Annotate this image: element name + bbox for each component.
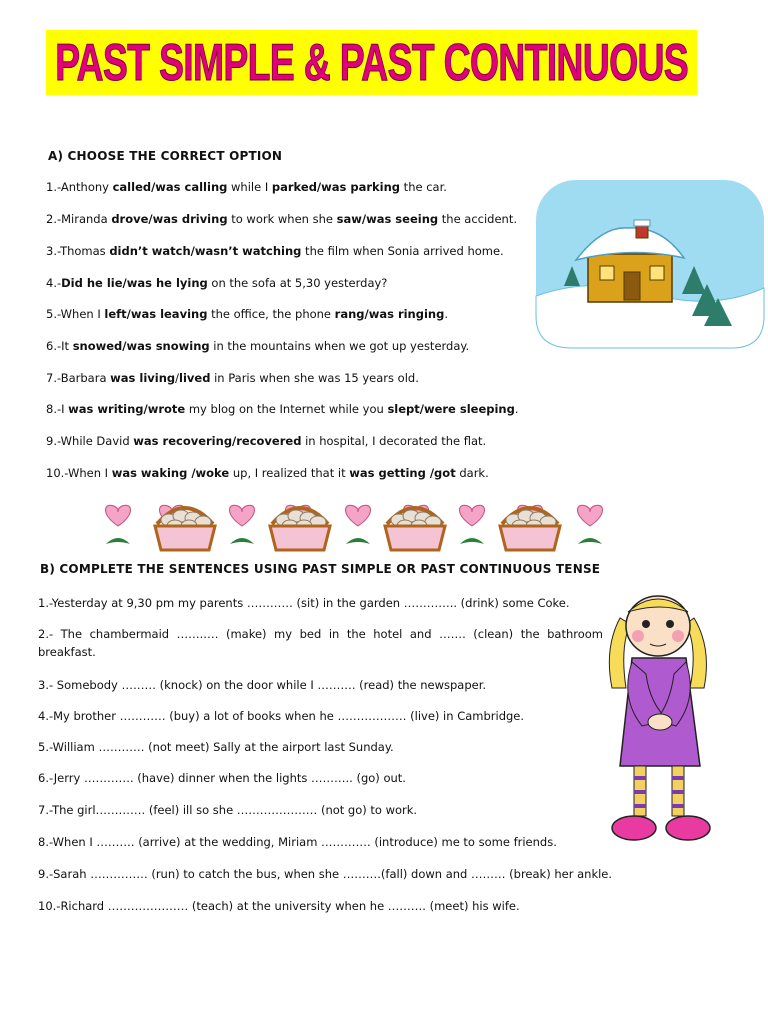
page-title: PAST SIMPLE & PAST CONTINUOUS	[55, 33, 688, 92]
exercise-b-item: 7.-The girl…………. (feel) ill so she ………………… (not go) to work.	[38, 803, 418, 817]
exercise-a-item	[46, 339, 469, 353]
sentence-text: 3.-Thomas	[46, 244, 110, 258]
verb-option: was recovering/recovered	[133, 434, 302, 448]
exercise-b-item: breakfast.	[38, 645, 96, 659]
exercise-a-item	[46, 276, 387, 290]
window	[600, 266, 614, 280]
exercise-a-item	[46, 466, 489, 480]
basket-icon	[500, 508, 560, 550]
sentence-text: dark.	[455, 466, 489, 480]
verb-option: was living	[110, 371, 176, 385]
verb-option: called/was calling	[112, 180, 228, 194]
sentence-text: in hospital, I decorated the flat.	[301, 434, 487, 448]
verb-option: drove/was driving	[111, 212, 228, 226]
verb-option: snowed/was snowing	[72, 339, 210, 353]
exercise-a-item	[46, 402, 519, 416]
sentence-text: on the sofa at 5,30 yesterday?	[207, 276, 388, 290]
door	[624, 272, 640, 300]
sentence-text: in the mountains when we got up yesterday.	[209, 339, 470, 353]
sentence-text: 5.-When I	[46, 307, 105, 321]
sentence-text: while I	[227, 180, 272, 194]
verb-option: parked/was parking	[271, 180, 401, 194]
verb-option: slept/were sleeping	[387, 402, 515, 416]
exercise-a-item	[46, 371, 419, 385]
verb-option: was getting /got	[349, 466, 456, 480]
eye	[642, 620, 650, 628]
section-b-heading: B) COMPLETE THE SENTENCES USING PAST SIMPLE OR PAST CONTINUOUS TENSE	[40, 562, 601, 576]
shoe-right	[666, 816, 710, 840]
hands	[648, 714, 672, 730]
basket-icon	[385, 508, 445, 550]
chimney-snow	[634, 220, 650, 226]
sentence-text: 9.-While David	[46, 434, 134, 448]
verb-option: saw/was seeing	[336, 212, 439, 226]
exercise-b-item: 1.-Yesterday at 9,30 pm my parents ………… (sit) in the garden ………….. (drink) some Coke.	[38, 596, 570, 610]
exercise-a-item	[46, 434, 486, 448]
exercise-a-item	[46, 307, 448, 321]
snowy-house-illustration	[532, 176, 768, 352]
sentence-text: .	[444, 307, 448, 321]
verb-option: lived	[179, 371, 211, 385]
exercise-b-item: 2.- The chambermaid ……..… (make) my bed in the hotel and ……. (clean) the bathroom	[38, 627, 603, 641]
exercise-b-item: 4.-My brother ………… (buy) a lot of books when he ……………… (live) in Cambridge.	[38, 709, 525, 723]
title-banner	[46, 30, 697, 95]
cheek	[632, 630, 644, 642]
sentence-text: 6.-It	[46, 339, 73, 353]
basket-icon	[270, 508, 330, 550]
verb-option: rang/was ringing	[334, 307, 445, 321]
exercise-b-item: 5.-William ………… (not meet) Sally at the airport last Sunday.	[38, 740, 394, 754]
verb-option: was waking /woke	[111, 466, 230, 480]
sentence-text: .	[514, 402, 519, 416]
exercise-b-item: 3.- Somebody ……… (knock) on the door while I ………. (read) the newspaper.	[38, 678, 487, 692]
verb-option: Did he lie/was he lying	[61, 276, 208, 290]
exercise-b-item: 10.-Richard ………………… (teach) at the university when he ………. (meet) his wife.	[38, 899, 520, 913]
shoe-left	[612, 816, 656, 840]
sentence-text: 1.-Anthony	[46, 180, 113, 194]
sentence-text: the office, the phone	[207, 307, 335, 321]
heart-icon	[578, 505, 603, 544]
section-a-heading: A) CHOOSE THE CORRECT OPTION	[48, 149, 283, 163]
sentence-text: up, I realized that it	[229, 466, 350, 480]
exercise-b-item: 6.-Jerry …………. (have) dinner when the lights ……….. (go) out.	[38, 771, 406, 785]
sentence-text: 10.-When I	[46, 466, 112, 480]
sentence-text: my blog on the Internet while you	[185, 402, 388, 416]
sentence-text: the car.	[400, 180, 447, 194]
exercise-a-item	[46, 212, 517, 226]
window	[650, 266, 664, 280]
sentence-text: the film when Sonia arrived home.	[301, 244, 504, 258]
eye	[666, 620, 674, 628]
hearts-baskets-divider	[100, 496, 620, 552]
verb-option: was writing/wrote	[68, 402, 186, 416]
heart-icon	[106, 505, 131, 544]
girl-illustration	[590, 588, 740, 850]
heart-icon	[346, 505, 371, 544]
exercise-b-item: 8.-When I ………. (arrive) at the wedding, Miriam …………. (introduce) me to some friends.	[38, 835, 557, 849]
cheek	[672, 630, 684, 642]
sentence-text: in Paris when she was 15 years old.	[210, 371, 419, 385]
verb-option: left/was leaving	[104, 307, 208, 321]
heart-icon	[460, 505, 485, 544]
sentence-text: the accident.	[438, 212, 518, 226]
sentence-text: 7.-Barbara	[46, 371, 111, 385]
exercise-a-item	[46, 180, 447, 194]
sentence-text: to work when she	[227, 212, 337, 226]
verb-option: didn’t watch/wasn’t watching	[109, 244, 302, 258]
sentence-text: 4.-	[46, 276, 62, 290]
sentence-text: /	[175, 371, 180, 385]
sentence-text: 2.-Miranda	[46, 212, 112, 226]
exercise-b-item: 9.-Sarah …………… (run) to catch the bus, when she ……….(fall) down and ……… (break) her ankle.	[38, 867, 613, 881]
sentence-text: 8.-I	[46, 402, 69, 416]
exercise-a-item	[46, 244, 504, 258]
heart-icon	[230, 505, 255, 544]
